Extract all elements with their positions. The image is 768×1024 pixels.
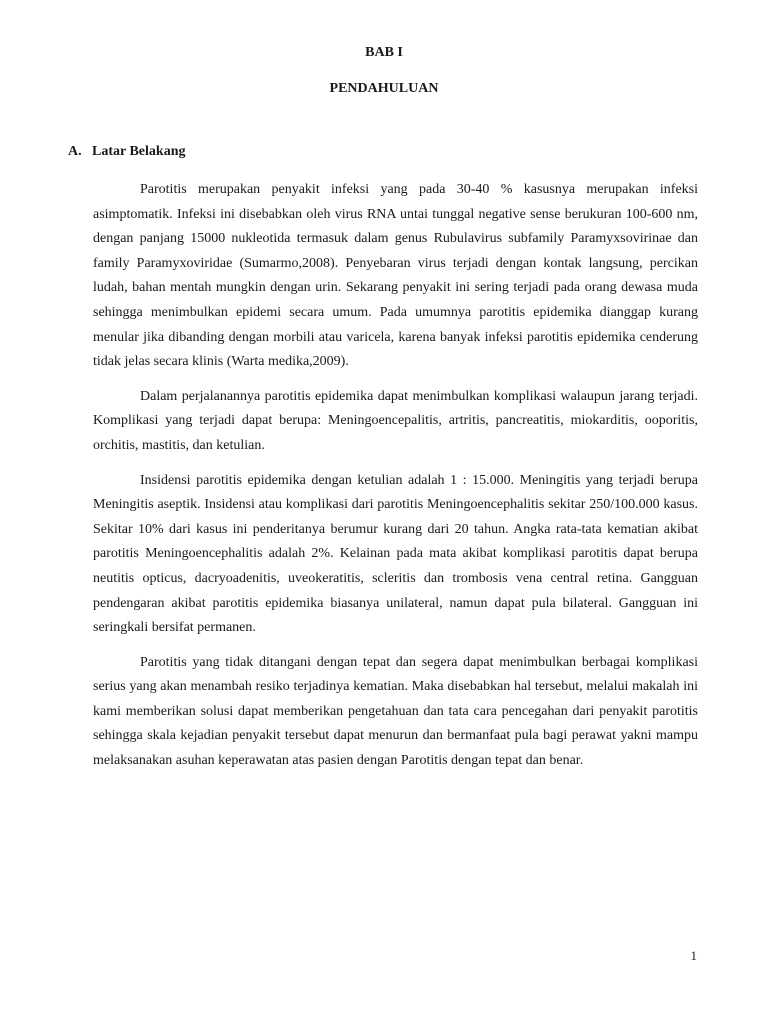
paragraph-3: Insidensi parotitis epidemika dengan ketulian adalah 1 : 15.000. Meningitis yang terjadi berupa Meningitis aseptik. Insidensi atau komplikasi dari parotitis Meningoencephalitis sekitar 250/100.000 kasus. Sekitar 10% dari kasus ini penderitanya berumur kurang dari 20 tahun. Angka rata-tata kematian akibat parotitis Meningoencephalitis adalah 2%. Kelainan pada mata akibat komplikasi parotitis dapat berupa neutitis opticus, dacryoadenitis, uveokeratitis, scleritis dan trombosis vena central retina. Gangguan pendengaran akibat parotitis epidemika biasanya unilateral, namun dapat pula bilateral. Gangguan ini seringkali bersifat permanen. [93, 472, 698, 636]
chapter-title: PENDAHULUAN [329, 81, 439, 96]
paragraph-1: Parotitis merupakan penyakit infeksi yang pada 30-40 % kasusnya merupakan infeksi asimptomatik. Infeksi ini disebabkan oleh virus RNA untai tunggal negative sense berukuran 100-600 nm, dengan panjang 15000 nukleotida termasuk dalam genus Rubulavirus subfamily Paramyxsovirinae dan family Paramyxoviridae (Sumarmo,2008). Penyebaran virus terjadi dengan kontak langsung, percikan ludah, bahan mentah mungkin dengan urin. Sekarang penyakit ini sering terjadi pada orang dewasa muda sehingga menimbulkan epidemi secara umum. Pada umumnya parotitis epidemika dianggap kurang menular jika dibanding dengan morbili atau varicela, karena banyak infeksi parotitis epidemika cenderung tidak jelas secara klinis (Warta medika,2009). [93, 182, 698, 370]
page-number: 1 [690, 948, 697, 963]
section-marker: A. [68, 144, 82, 159]
paragraph-2: Dalam perjalanannya parotitis epidemika dapat menimbulkan komplikasi walaupun jarang terjadi. Komplikasi yang terjadi dapat berupa: Meningoencepalitis, artritis, pancreatitis, miokarditis, ooporitis, orchitis, mastitis, dan ketulian. [93, 388, 698, 453]
section-heading [68, 144, 185, 160]
section-title: Latar Belakang [92, 144, 186, 159]
paragraph-4: Parotitis yang tidak ditangani dengan tepat dan segera dapat menimbulkan berbagai komplikasi serius yang akan menambah resiko terjadinya kematian. Maka disebabkan hal tersebut, melalui makalah ini kami memberikan solusi dapat memberikan pengetahuan dan tata cara pencegahan dari penyakit parotitis sehingga skala kejadian penyakit tersebut dapat menurun dan bermanfaat pula bagi perawat yakni mampu melaksanakan asuhan keperawatan atas pasien dengan Parotitis dengan tepat dan benar. [93, 654, 698, 769]
chapter-number: BAB I [365, 45, 403, 60]
body-text [93, 178, 698, 784]
